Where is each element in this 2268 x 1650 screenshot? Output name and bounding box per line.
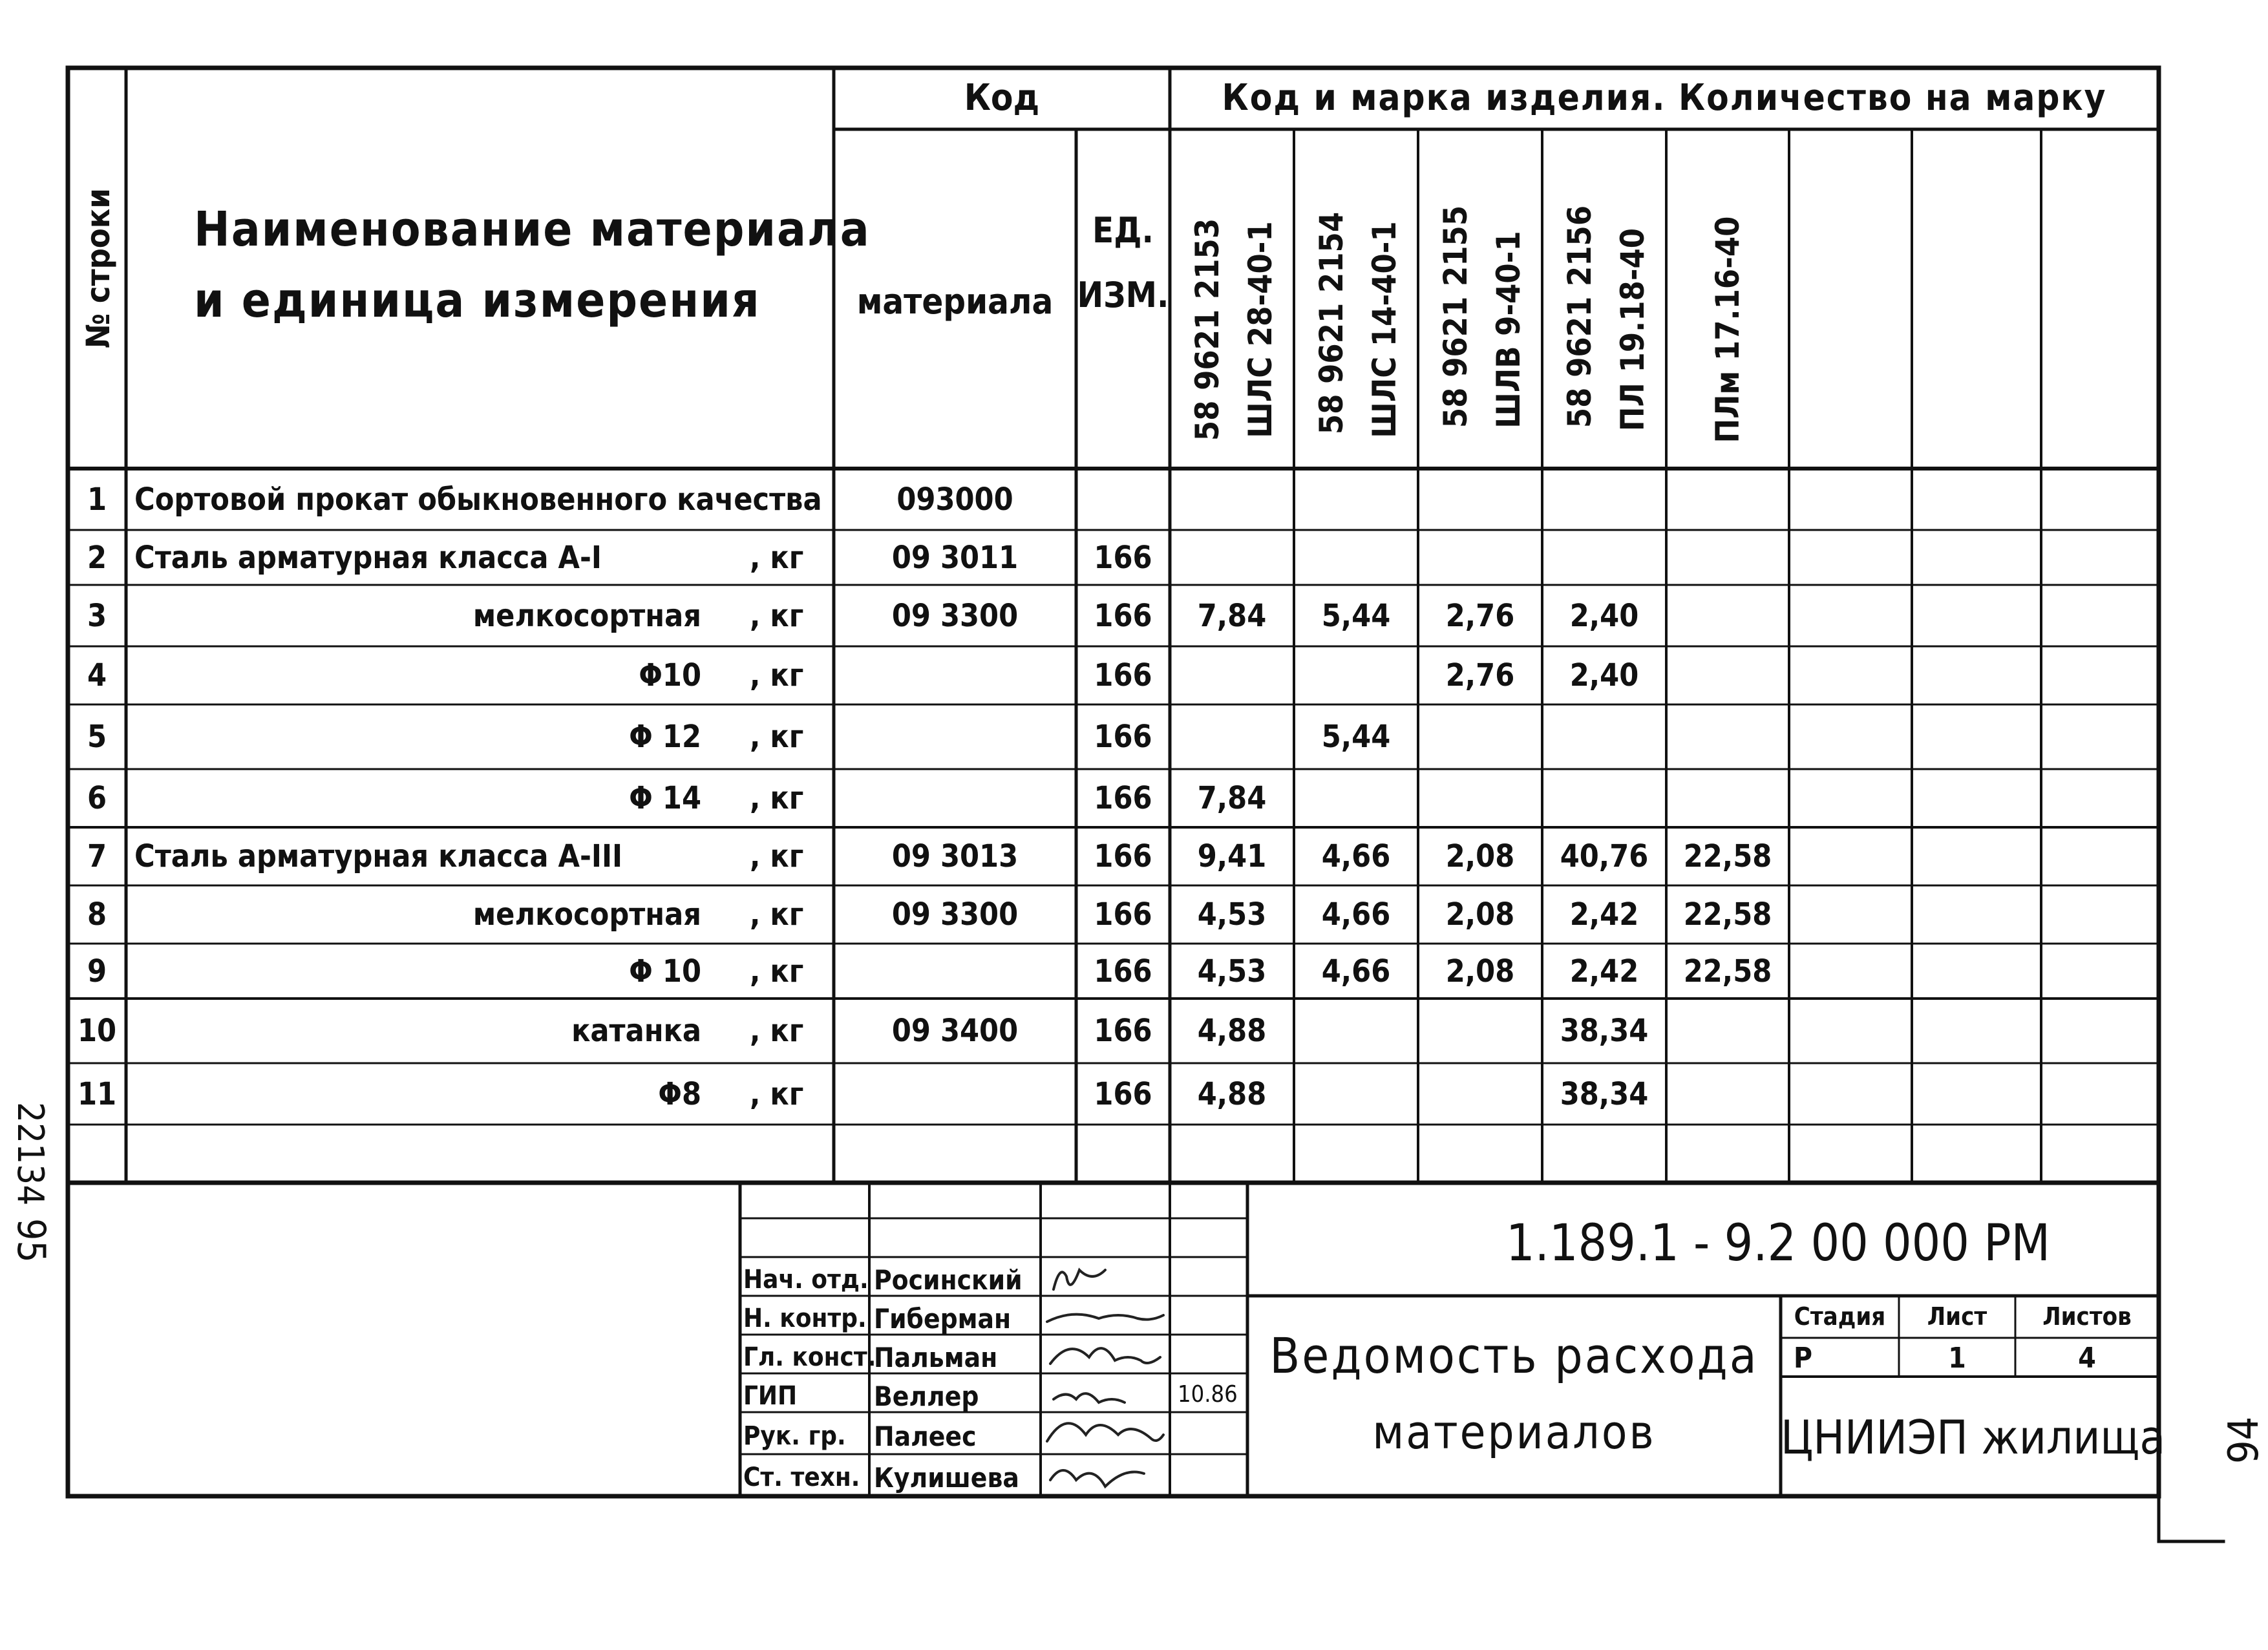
material-name: Сортовой прокат обыкновенного качества <box>134 481 822 518</box>
signature-mark <box>1054 1270 1105 1289</box>
quantity-cell: 4,88 <box>1197 1076 1267 1112</box>
document-title-line2: материалов <box>1372 1405 1656 1459</box>
row-number: 4 <box>87 657 107 693</box>
quantity-cell: 38,34 <box>1560 1076 1649 1112</box>
quantity-cell: 4,66 <box>1321 896 1391 933</box>
quantity-cell: 40,76 <box>1560 838 1649 874</box>
signature-mark <box>1054 1393 1125 1402</box>
unit-suffix: , кг <box>750 657 804 693</box>
material-name: Φ 10 <box>629 953 701 989</box>
unit-suffix: , кг <box>750 1076 804 1112</box>
unit-header-line2: ИЗМ. <box>1077 275 1169 315</box>
product-mark: ПЛ 19.18-40 <box>1614 227 1651 432</box>
material-code: 09 3013 <box>891 838 1019 874</box>
unit-suffix: , кг <box>750 719 804 755</box>
quantity-cell: 38,34 <box>1560 1013 1649 1049</box>
page-number-right: 94 <box>2220 1416 2268 1464</box>
quantity-cell: 7,84 <box>1197 598 1267 634</box>
quantity-cell: 2,42 <box>1569 896 1639 933</box>
unit-suffix: , кг <box>750 953 804 989</box>
signer-role: Гл. конст. <box>743 1342 876 1372</box>
material-code: 09 3011 <box>891 540 1019 576</box>
quantity-cell: 4,53 <box>1197 896 1267 933</box>
quantity-cell: 2,08 <box>1445 838 1515 874</box>
signer-name: Гиберман <box>874 1303 1012 1335</box>
archive-number: 22134 <box>9 1102 51 1206</box>
signer-name: Росинский <box>874 1264 1023 1296</box>
unit-code: 166 <box>1094 838 1152 874</box>
row-number: 9 <box>87 953 107 989</box>
material-name: Сталь арматурная класса А-III <box>134 838 623 874</box>
document-code: 1.189.1 - 9.2 00 000 РМ <box>1506 1214 2051 1273</box>
material-name: мелкосортная <box>472 896 701 933</box>
products-header: Код и марка изделия. Количество на марку <box>1222 77 2107 119</box>
unit-suffix: , кг <box>750 1013 804 1049</box>
page-number-left: 95 <box>8 1218 54 1263</box>
material-code: 09 3300 <box>891 598 1019 634</box>
material-name: Φ10 <box>639 657 701 693</box>
signer-name: Веллер <box>874 1380 979 1412</box>
material-name: Φ8 <box>658 1076 701 1112</box>
unit-suffix: , кг <box>750 540 804 576</box>
material-name: Сталь арматурная класса А-I <box>134 540 602 576</box>
approval-date: 10.86 <box>1178 1381 1238 1408</box>
unit-code: 166 <box>1094 1076 1152 1112</box>
unit-suffix: , кг <box>750 838 804 874</box>
row-number-header: № строки <box>79 188 117 348</box>
unit-code: 166 <box>1094 780 1152 816</box>
signer-role: Ст. техн. <box>743 1463 860 1492</box>
product-mark: ШЛС 28-40-1 <box>1242 221 1279 438</box>
product-code: 58 9621 2154 <box>1313 211 1350 435</box>
product-mark: ШЛВ 9-40-1 <box>1490 231 1527 428</box>
unit-suffix: , кг <box>750 780 804 816</box>
signer-role: Н. контр. <box>743 1304 867 1333</box>
unit-code: 166 <box>1094 719 1152 755</box>
material-name: Φ 12 <box>629 719 701 755</box>
unit-suffix: , кг <box>750 896 804 933</box>
sheet-value: 1 <box>1948 1342 1966 1375</box>
signature-mark <box>1050 1348 1160 1364</box>
quantity-cell: 22,58 <box>1683 838 1772 874</box>
signature-mark <box>1047 1315 1163 1322</box>
unit-code: 166 <box>1094 1013 1152 1049</box>
row-number: 11 <box>77 1076 117 1112</box>
material-name: мелкосортная <box>472 598 701 634</box>
signer-role: Нач. отд. <box>743 1265 869 1295</box>
stage-label: Стадия <box>1794 1302 1886 1331</box>
unit-header-line1: ЕД. <box>1092 210 1154 251</box>
signature-mark <box>1047 1423 1163 1441</box>
unit-code: 166 <box>1094 540 1152 576</box>
quantity-cell: 2,76 <box>1445 657 1515 693</box>
product-code: 58 9621 2156 <box>1561 205 1598 428</box>
quantity-cell: 22,58 <box>1683 896 1772 933</box>
name-header-line1: Наименование материала <box>194 202 871 257</box>
material-name: Φ 14 <box>629 780 701 816</box>
quantity-cell: 2,08 <box>1445 953 1515 989</box>
material-name: катанка <box>571 1013 701 1049</box>
product-mark: ПЛм 17.16-40 <box>1709 216 1746 443</box>
row-number: 10 <box>77 1013 117 1049</box>
quantity-cell: 5,44 <box>1321 719 1391 755</box>
unit-code: 166 <box>1094 657 1152 693</box>
row-number: 8 <box>87 896 107 933</box>
unit-suffix: , кг <box>750 598 804 634</box>
quantity-cell: 2,42 <box>1569 953 1639 989</box>
quantity-cell: 5,44 <box>1321 598 1391 634</box>
quantity-cell: 4,88 <box>1197 1013 1267 1049</box>
name-header-line2: и единица измерения <box>194 273 761 328</box>
material-code: 093000 <box>896 481 1013 518</box>
quantity-cell: 2,08 <box>1445 896 1515 933</box>
sheet-label: Лист <box>1927 1302 1987 1331</box>
organization: ЦНИИЭП жилища <box>1781 1410 2166 1465</box>
signer-name: Палеес <box>874 1421 977 1452</box>
quantity-cell: 4,66 <box>1321 838 1391 874</box>
code-header: Код <box>964 77 1040 119</box>
row-number: 7 <box>87 838 107 874</box>
row-number: 6 <box>87 780 107 816</box>
product-code: 58 9621 2153 <box>1189 218 1226 441</box>
signer-name: Кулишева <box>874 1462 1019 1494</box>
row-number: 2 <box>87 540 107 576</box>
quantity-cell: 2,40 <box>1569 598 1639 634</box>
product-code: 58 9621 2155 <box>1437 205 1474 428</box>
unit-code: 166 <box>1094 598 1152 634</box>
sheets-label: Листов <box>2042 1302 2132 1331</box>
signer-role: ГИП <box>743 1381 798 1411</box>
signer-role: Рук. гр. <box>743 1421 846 1451</box>
row-number: 5 <box>87 719 107 755</box>
signature-mark <box>1050 1470 1144 1486</box>
quantity-cell: 4,66 <box>1321 953 1391 989</box>
quantity-cell: 2,40 <box>1569 657 1639 693</box>
row-number: 3 <box>87 598 107 634</box>
quantity-cell: 2,76 <box>1445 598 1515 634</box>
row-number: 1 <box>87 481 107 518</box>
quantity-cell: 22,58 <box>1683 953 1772 989</box>
material-code: 09 3300 <box>891 896 1019 933</box>
product-mark: ШЛС 14-40-1 <box>1366 221 1403 438</box>
sheets-value: 4 <box>2078 1342 2096 1375</box>
document-title-line1: Ведомость расхода <box>1269 1327 1759 1384</box>
signer-name: Пальман <box>874 1342 998 1373</box>
unit-code: 166 <box>1094 896 1152 933</box>
quantity-cell: 4,53 <box>1197 953 1267 989</box>
material-code-header: материала <box>856 281 1054 322</box>
material-code: 09 3400 <box>891 1013 1019 1049</box>
quantity-cell: 9,41 <box>1197 838 1267 874</box>
quantity-cell: 7,84 <box>1197 780 1267 816</box>
stage-value: Р <box>1794 1342 1813 1375</box>
unit-code: 166 <box>1094 953 1152 989</box>
